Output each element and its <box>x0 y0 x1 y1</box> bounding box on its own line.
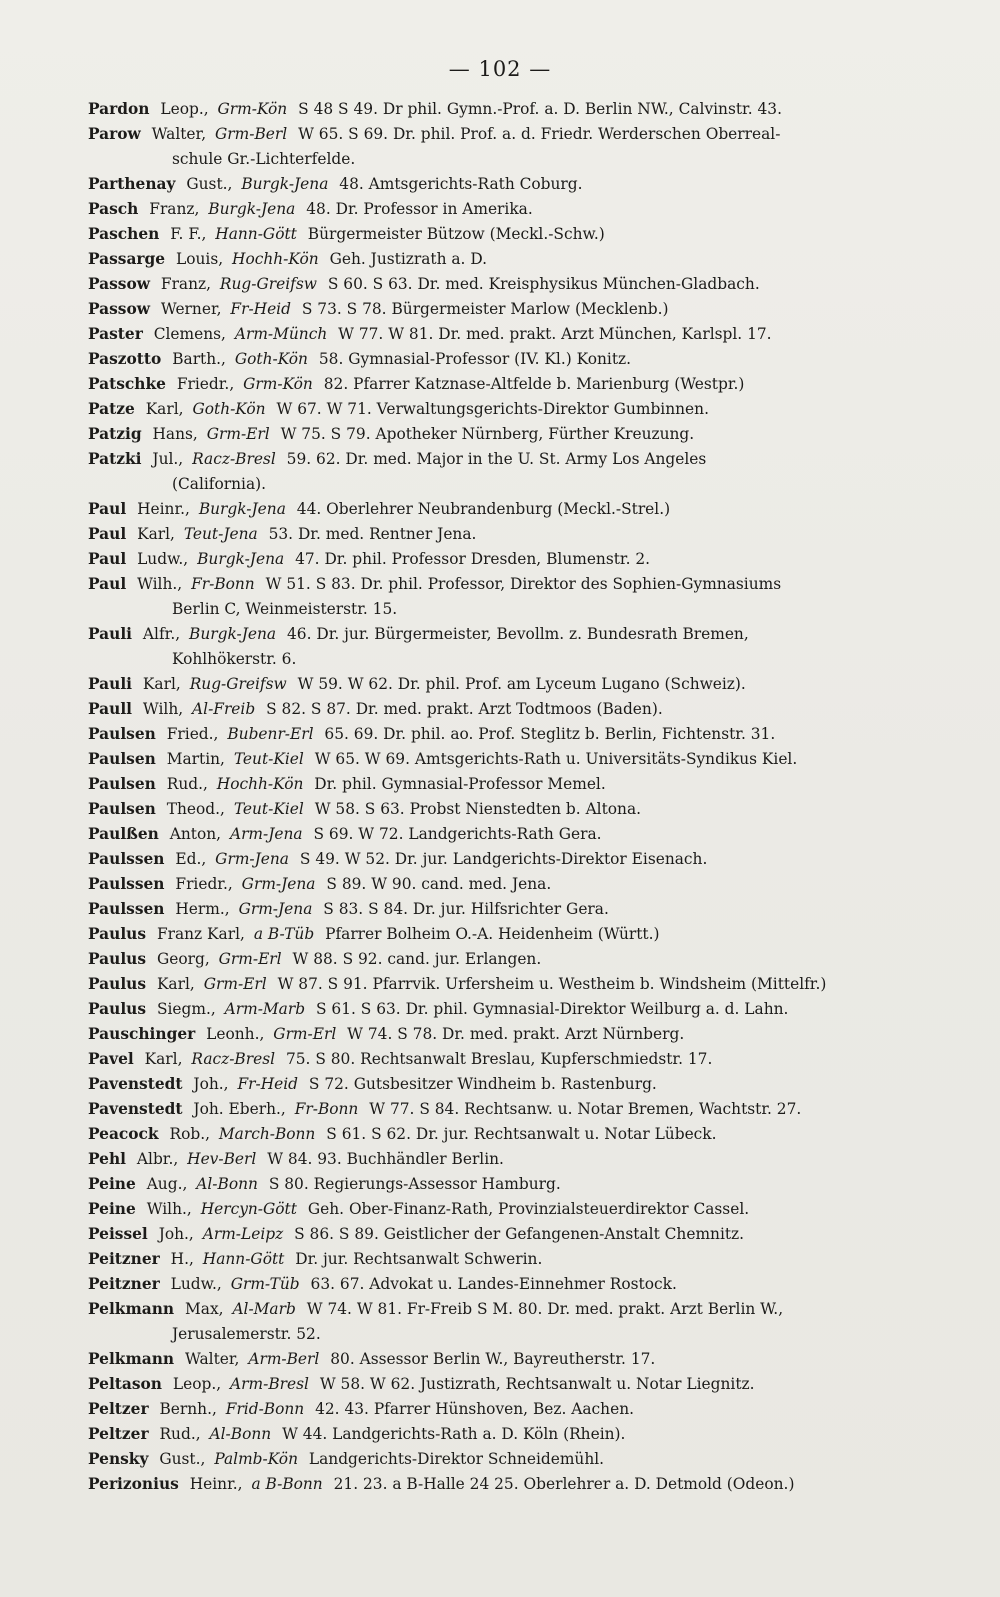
entry-continuation: (California). <box>172 475 267 493</box>
directory-entry <box>88 1397 948 1422</box>
directory-entry <box>88 172 948 197</box>
entry-rest: 75. S 80. Rechtsanwalt Breslau, Kupferschmiedstr. 17. <box>285 1050 713 1068</box>
entry-club: Hochh-Kön <box>232 250 319 268</box>
entry-club: Rug-Greifsw <box>189 675 287 693</box>
entry-name: Paulsen <box>88 725 156 743</box>
entry-club: Arm-Berl <box>248 1350 320 1368</box>
directory-entry <box>88 897 948 922</box>
entry-first: Karl, <box>137 525 175 543</box>
entry-name: Pauli <box>88 625 133 643</box>
entry-name: Peitzner <box>88 1275 160 1293</box>
entry-name: Patschke <box>88 375 166 393</box>
directory-entry <box>88 197 948 222</box>
entry-first: Martin, <box>166 750 225 768</box>
entry-club: March-Bonn <box>218 1125 316 1143</box>
entry-rest: W 87. S 91. Pfarrvik. Urfersheim u. Westheim b. Windsheim (Mittelfr.) <box>277 975 827 993</box>
entry-rest: S 48 S 49. Dr phil. Gymn.-Prof. a. D. Berlin NW., Calvinstr. 43. <box>298 100 782 118</box>
entry-club: Bubenr-Erl <box>227 725 314 743</box>
entry-first: Herm., <box>175 900 230 918</box>
directory-entry <box>88 1347 948 1372</box>
entry-name: Pavenstedt <box>88 1075 183 1093</box>
entry-first: Max, <box>185 1300 224 1318</box>
entry-name: Peacock <box>88 1125 159 1143</box>
entry-first: Albr., <box>136 1150 179 1168</box>
entry-club: Arm-Jena <box>229 825 303 843</box>
entry-club: Hercyn-Gött <box>200 1200 297 1218</box>
entry-rest: Geh. Justizrath a. D. <box>329 250 488 268</box>
entry-club: Hev-Berl <box>187 1150 257 1168</box>
directory-entry <box>88 722 948 747</box>
entry-rest: 21. 23. a B-Halle 24 25. Oberlehrer a. D. Detmold (Odeon.) <box>333 1475 795 1493</box>
entry-club: Goth-Kön <box>192 400 266 418</box>
directory-entry <box>88 347 948 372</box>
entry-first: Karl, <box>144 1050 183 1068</box>
directory-entry <box>88 1147 948 1172</box>
entry-name: Peltason <box>88 1375 162 1393</box>
entry-rest: S 73. S 78. Bürgermeister Marlow (Mecklenb.) <box>301 300 669 318</box>
entry-rest: W 74. W 81. Fr-Freib S M. 80. Dr. med. prakt. Arzt Berlin W., <box>306 1300 784 1318</box>
entry-name: Paulssen <box>88 900 165 918</box>
entry-name: Parthenay <box>88 175 176 193</box>
entry-club: Grm-Kön <box>243 375 313 393</box>
directory-entry <box>88 522 948 547</box>
entry-continuation: Jerusalemerstr. 52. <box>172 1325 321 1343</box>
entry-first: Anton, <box>169 825 222 843</box>
entry-first: Franz, <box>149 200 200 218</box>
entry-name: Paul <box>88 575 127 593</box>
entry-name: Passarge <box>88 250 166 268</box>
directory-entry <box>88 497 948 522</box>
entry-name: Pelkmann <box>88 1350 175 1368</box>
entry-rest: W 77. W 81. Dr. med. prakt. Arzt München, Karlspl. 17. <box>338 325 772 343</box>
entry-first: Rud., <box>159 1425 201 1443</box>
entry-first: Karl, <box>145 400 184 418</box>
entry-name: Paul <box>88 550 127 568</box>
entry-first: Friedr., <box>176 375 235 393</box>
entry-club: Grm-Erl <box>206 425 270 443</box>
entry-rest: S 49. W 52. Dr. jur. Landgerichts-Direktor Eisenach. <box>299 850 708 868</box>
entry-rest: W 88. S 92. cand. jur. Erlangen. <box>292 950 542 968</box>
entry-name: Pasch <box>88 200 139 218</box>
entry-name: Paulsen <box>88 775 156 793</box>
entry-continuation: schule Gr.-Lichterfelde. <box>172 150 356 168</box>
entry-first: F. F., <box>170 225 207 243</box>
entry-club: Goth-Kön <box>234 350 308 368</box>
entry-name: Paszotto <box>88 350 162 368</box>
entry-name: Paul <box>88 525 127 543</box>
entry-name: Pensky <box>88 1450 149 1468</box>
entry-rest: 47. Dr. phil. Professor Dresden, Blumenstr. 2. <box>295 550 651 568</box>
entry-club: Arm-Bresl <box>230 1375 309 1393</box>
entry-club: Arm-Marb <box>224 1000 306 1018</box>
directory-entry <box>88 797 948 822</box>
entry-name: Pauschinger <box>88 1025 196 1043</box>
entry-first: Werner, <box>160 300 222 318</box>
directory-entry <box>88 397 948 422</box>
entry-name: Patze <box>88 400 135 418</box>
entry-first: Franz, <box>160 275 212 293</box>
directory-entry <box>88 97 948 122</box>
entry-continuation: Kohlhökerstr. 6. <box>172 650 297 668</box>
entry-name: Pauli <box>88 675 133 693</box>
directory-entry <box>88 1172 948 1197</box>
directory-entry <box>88 1422 948 1447</box>
directory-entry <box>88 1097 948 1122</box>
entry-rest: 63. 67. Advokat u. Landes-Einnehmer Rostock. <box>310 1275 677 1293</box>
entry-rest: W 77. S 84. Rechtsanw. u. Notar Bremen, Wachtstr. 27. <box>369 1100 802 1118</box>
entry-club: Fr-Heid <box>230 300 291 318</box>
entry-rest: W 58. S 63. Probst Nienstedten b. Altona. <box>314 800 642 818</box>
entry-name: Patzki <box>88 450 142 468</box>
entry-first: Georg, <box>156 950 210 968</box>
entry-club: Grm-Erl <box>203 975 267 993</box>
entry-name: Peitzner <box>88 1250 160 1268</box>
entry-name: Paulssen <box>88 850 165 868</box>
directory-entry <box>88 122 948 172</box>
directory-entry <box>88 547 948 572</box>
entry-club: Burgk-Jena <box>189 625 277 643</box>
entry-first: Ed., <box>175 850 207 868</box>
entry-rest: W 84. 93. Buchhändler Berlin. <box>267 1150 504 1168</box>
entry-club: Al-Freib <box>192 700 256 718</box>
entry-first: Leop., <box>160 100 209 118</box>
entry-name: Pehl <box>88 1150 126 1168</box>
entry-club: Hann-Gött <box>215 225 297 243</box>
page-number: — 102 — <box>448 57 552 81</box>
directory-entry <box>88 322 948 347</box>
entry-first: Barth., <box>172 350 226 368</box>
directory-entry <box>88 847 948 872</box>
entry-first: Fried., <box>166 725 219 743</box>
entry-name: Paulus <box>88 925 147 943</box>
directory-entry <box>88 1472 948 1497</box>
entry-rest: W 51. S 83. Dr. phil. Professor, Direktor des Sophien-Gymnasiums <box>265 575 782 593</box>
entry-rest: 46. Dr. jur. Bürgermeister, Bevollm. z. Bundesrath Bremen, <box>286 625 749 643</box>
entry-first: Jul., <box>152 450 184 468</box>
entry-first: Alfr., <box>142 625 181 643</box>
directory-entry <box>88 1122 948 1147</box>
entry-first: Wilh., <box>146 1200 192 1218</box>
entry-name: Pavel <box>88 1050 134 1068</box>
entry-name: Paulßen <box>88 825 159 843</box>
entry-club: a B-Bonn <box>251 1475 323 1493</box>
directory-entry <box>88 297 948 322</box>
entry-club: Burgk-Jena <box>198 500 286 518</box>
entry-club: Frid-Bonn <box>225 1400 305 1418</box>
directory-entry <box>88 1022 948 1047</box>
directory-entry <box>88 997 948 1022</box>
directory-entry <box>88 672 948 697</box>
directory-entry <box>88 1372 948 1397</box>
entry-first: Wilh, <box>142 700 184 718</box>
entry-club: Grm-Erl <box>273 1025 337 1043</box>
entry-name: Peine <box>88 1200 136 1218</box>
directory-entry <box>88 1272 948 1297</box>
entry-club: Racz-Bresl <box>192 450 276 468</box>
entry-name: Paulus <box>88 975 147 993</box>
entry-club: Grm-Erl <box>218 950 282 968</box>
directory-entry <box>88 1297 948 1347</box>
entry-first: Siegm., <box>156 1000 216 1018</box>
entry-first: Joh., <box>158 1225 194 1243</box>
entry-first: Heinr., <box>189 1475 243 1493</box>
entry-rest: Dr. jur. Rechtsanwalt Schwerin. <box>295 1250 543 1268</box>
entry-club: Rug-Greifsw <box>219 275 317 293</box>
entry-rest: W 44. Landgerichts-Rath a. D. Köln (Rhein). <box>282 1425 626 1443</box>
entry-rest: S 80. Regierungs-Assessor Hamburg. <box>268 1175 561 1193</box>
entry-club: Grm-Jena <box>238 900 313 918</box>
entry-club: Palmb-Kön <box>214 1450 298 1468</box>
entry-rest: S 72. Gutsbesitzer Windheim b. Rastenburg. <box>308 1075 657 1093</box>
entry-name: Peissel <box>88 1225 148 1243</box>
directory-entry <box>88 222 948 247</box>
directory-entry <box>88 372 948 397</box>
entry-first: H., <box>170 1250 194 1268</box>
entry-rest: W 65. S 69. Dr. phil. Prof. a. d. Friedr. Werderschen Oberreal- <box>298 125 781 143</box>
entry-first: Heinr., <box>137 500 190 518</box>
entry-rest: 42. 43. Pfarrer Hünshoven, Bez. Aachen. <box>315 1400 634 1418</box>
entry-rest: S 69. W 72. Landgerichts-Rath Gera. <box>313 825 602 843</box>
entry-first: Leop., <box>172 1375 222 1393</box>
entry-rest: S 83. S 84. Dr. jur. Hilfsrichter Gera. <box>323 900 609 918</box>
directory-entry <box>88 922 948 947</box>
entry-first: Ludw., <box>137 550 189 568</box>
directory-entry <box>88 1222 948 1247</box>
entry-club: Fr-Heid <box>237 1075 298 1093</box>
entry-name: Pelkmann <box>88 1300 175 1318</box>
directory-entry <box>88 697 948 722</box>
entry-first: Friedr., <box>175 875 233 893</box>
entry-rest: 53. Dr. med. Rentner Jena. <box>268 525 477 543</box>
entry-club: Hochh-Kön <box>216 775 304 793</box>
entry-first: Joh., <box>193 1075 229 1093</box>
entry-club: Burgk-Jena <box>208 200 296 218</box>
entry-club: Grm-Jena <box>215 850 289 868</box>
entry-rest: S 61. S 62. Dr. jur. Rechtsanwalt u. Notar Lübeck. <box>326 1125 717 1143</box>
entry-rest: W 67. W 71. Verwaltungsgerichts-Direktor Gumbinnen. <box>276 400 709 418</box>
entry-club: Teut-Kiel <box>233 800 304 818</box>
entry-first: Leonh., <box>206 1025 265 1043</box>
entry-rest: 48. Amtsgerichts-Rath Coburg. <box>339 175 583 193</box>
directory-entry <box>88 772 948 797</box>
directory-entry <box>88 422 948 447</box>
entry-rest: 48. Dr. Professor in Amerika. <box>306 200 533 218</box>
entry-rest: 59. 62. Dr. med. Major in the U. St. Army Los Angeles <box>286 450 707 468</box>
entry-name: Paster <box>88 325 143 343</box>
entry-rest: S 61. S 63. Dr. phil. Gymnasial-Direktor Weilburg a. d. Lahn. <box>315 1000 789 1018</box>
directory-entry <box>88 747 948 772</box>
entry-rest: W 58. W 62. Justizrath, Rechtsanwalt u. Notar Liegnitz. <box>319 1375 755 1393</box>
entry-name: Patzig <box>88 425 142 443</box>
entry-first: Rud., <box>166 775 208 793</box>
entry-name: Peltzer <box>88 1400 149 1418</box>
directory-entry <box>88 1197 948 1222</box>
entry-first: Joh. Eberh., <box>193 1100 286 1118</box>
entry-club: Al-Marb <box>232 1300 296 1318</box>
directory-entry <box>88 1447 948 1472</box>
entry-name: Paull <box>88 700 133 718</box>
directory-entry <box>88 1247 948 1272</box>
directory-entry <box>88 1072 948 1097</box>
entry-club: a B-Tüb <box>253 925 315 943</box>
entry-name: Paulssen <box>88 875 165 893</box>
entry-club: Fr-Bonn <box>191 575 255 593</box>
entry-rest: S 86. S 89. Geistlicher der Gefangenen-Anstalt Chemnitz. <box>294 1225 745 1243</box>
entry-club: Grm-Berl <box>215 125 288 143</box>
entry-first: Walter, <box>151 125 207 143</box>
entry-name: Pardon <box>88 100 150 118</box>
entry-club: Al-Bonn <box>196 1175 258 1193</box>
entry-club: Arm-Leipz <box>202 1225 284 1243</box>
entry-rest: Landgerichts-Direktor Schneidemühl. <box>308 1450 605 1468</box>
entry-rest: Dr. phil. Gymnasial-Professor Memel. <box>314 775 606 793</box>
directory-entry <box>88 247 948 272</box>
entry-rest: S 60. S 63. Dr. med. Kreisphysikus München-Gladbach. <box>327 275 760 293</box>
entry-first: Aug., <box>146 1175 188 1193</box>
entry-name: Passow <box>88 300 150 318</box>
entry-first: Walter, <box>185 1350 240 1368</box>
entry-rest: S 89. W 90. cand. med. Jena. <box>326 875 552 893</box>
entry-club: Grm-Jena <box>241 875 316 893</box>
entry-rest: W 74. S 78. Dr. med. prakt. Arzt Nürnberg. <box>347 1025 685 1043</box>
directory-entry <box>88 272 948 297</box>
entry-name: Paulsen <box>88 800 156 818</box>
entry-first: Franz Karl, <box>156 925 245 943</box>
entry-first: Karl, <box>156 975 195 993</box>
entry-first: Rob., <box>169 1125 211 1143</box>
entry-name: Paulsen <box>88 750 156 768</box>
entry-club: Hann-Gött <box>202 1250 285 1268</box>
directory-entry <box>88 947 948 972</box>
entry-rest: 65. 69. Dr. phil. ao. Prof. Steglitz b. Berlin, Fichtenstr. 31. <box>324 725 776 743</box>
entry-first: Gust., <box>186 175 233 193</box>
entry-name: Parow <box>88 125 141 143</box>
entry-first: Louis, <box>176 250 224 268</box>
entry-first: Ludw., <box>170 1275 222 1293</box>
entry-club: Burgk-Jena <box>241 175 329 193</box>
entry-list <box>88 97 948 1497</box>
directory-entry <box>88 872 948 897</box>
entry-name: Peine <box>88 1175 136 1193</box>
entry-rest: W 65. W 69. Amtsgerichts-Rath u. Universitäts-Syndikus Kiel. <box>314 750 798 768</box>
entry-club: Grm-Kön <box>217 100 288 118</box>
entry-rest: Bürgermeister Bützow (Meckl.-Schw.) <box>307 225 605 243</box>
entry-rest: Pfarrer Bolheim O.-A. Heidenheim (Württ.) <box>325 925 660 943</box>
entry-name: Passow <box>88 275 150 293</box>
entry-name: Paulus <box>88 1000 147 1018</box>
entry-club: Teut-Kiel <box>233 750 304 768</box>
entry-name: Pavenstedt <box>88 1100 183 1118</box>
entry-rest: S 82. S 87. Dr. med. prakt. Arzt Todtmoos (Baden). <box>266 700 663 718</box>
entry-first: Clemens, <box>153 325 226 343</box>
entry-first: Gust., <box>159 1450 206 1468</box>
entry-first: Theod., <box>166 800 225 818</box>
entry-rest: 82. Pfarrer Katznase-Altfelde b. Marienburg (Westpr.) <box>323 375 745 393</box>
entry-name: Paulus <box>88 950 147 968</box>
directory-entry <box>88 1047 948 1072</box>
directory-entry <box>88 447 948 497</box>
entry-first: Bernh., <box>159 1400 217 1418</box>
entry-rest: W 59. W 62. Dr. phil. Prof. am Lyceum Lugano (Schweiz). <box>297 675 746 693</box>
entry-name: Paschen <box>88 225 160 243</box>
entry-rest: 58. Gymnasial-Professor (IV. Kl.) Konitz. <box>318 350 631 368</box>
entry-club: Racz-Bresl <box>191 1050 276 1068</box>
directory-entry <box>88 572 948 622</box>
entry-club: Teut-Jena <box>183 525 258 543</box>
entry-club: Burgk-Jena <box>197 550 285 568</box>
entry-club: Arm-Münch <box>234 325 328 343</box>
entry-rest: Geh. Ober-Finanz-Rath, Provinzialsteuerdirektor Cassel. <box>307 1200 750 1218</box>
entry-first: Wilh., <box>137 575 183 593</box>
entry-rest: 44. Oberlehrer Neubrandenburg (Meckl.-Strel.) <box>296 500 671 518</box>
entry-continuation: Berlin C, Weinmeisterstr. 15. <box>172 600 398 618</box>
entry-rest: W 75. S 79. Apotheker Nürnberg, Fürther Kreuzung. <box>280 425 695 443</box>
entry-first: Hans, <box>152 425 198 443</box>
directory-entry <box>88 972 948 997</box>
directory-entry <box>88 622 948 672</box>
entry-rest: 80. Assessor Berlin W., Bayreutherstr. 17. <box>330 1350 656 1368</box>
entry-name: Perizonius <box>88 1475 179 1493</box>
entry-club: Grm-Tüb <box>230 1275 300 1293</box>
entry-name: Paul <box>88 500 127 518</box>
directory-entry <box>88 822 948 847</box>
entry-first: Karl, <box>142 675 181 693</box>
entry-club: Al-Bonn <box>209 1425 272 1443</box>
entry-club: Fr-Bonn <box>294 1100 359 1118</box>
entry-name: Peltzer <box>88 1425 149 1443</box>
